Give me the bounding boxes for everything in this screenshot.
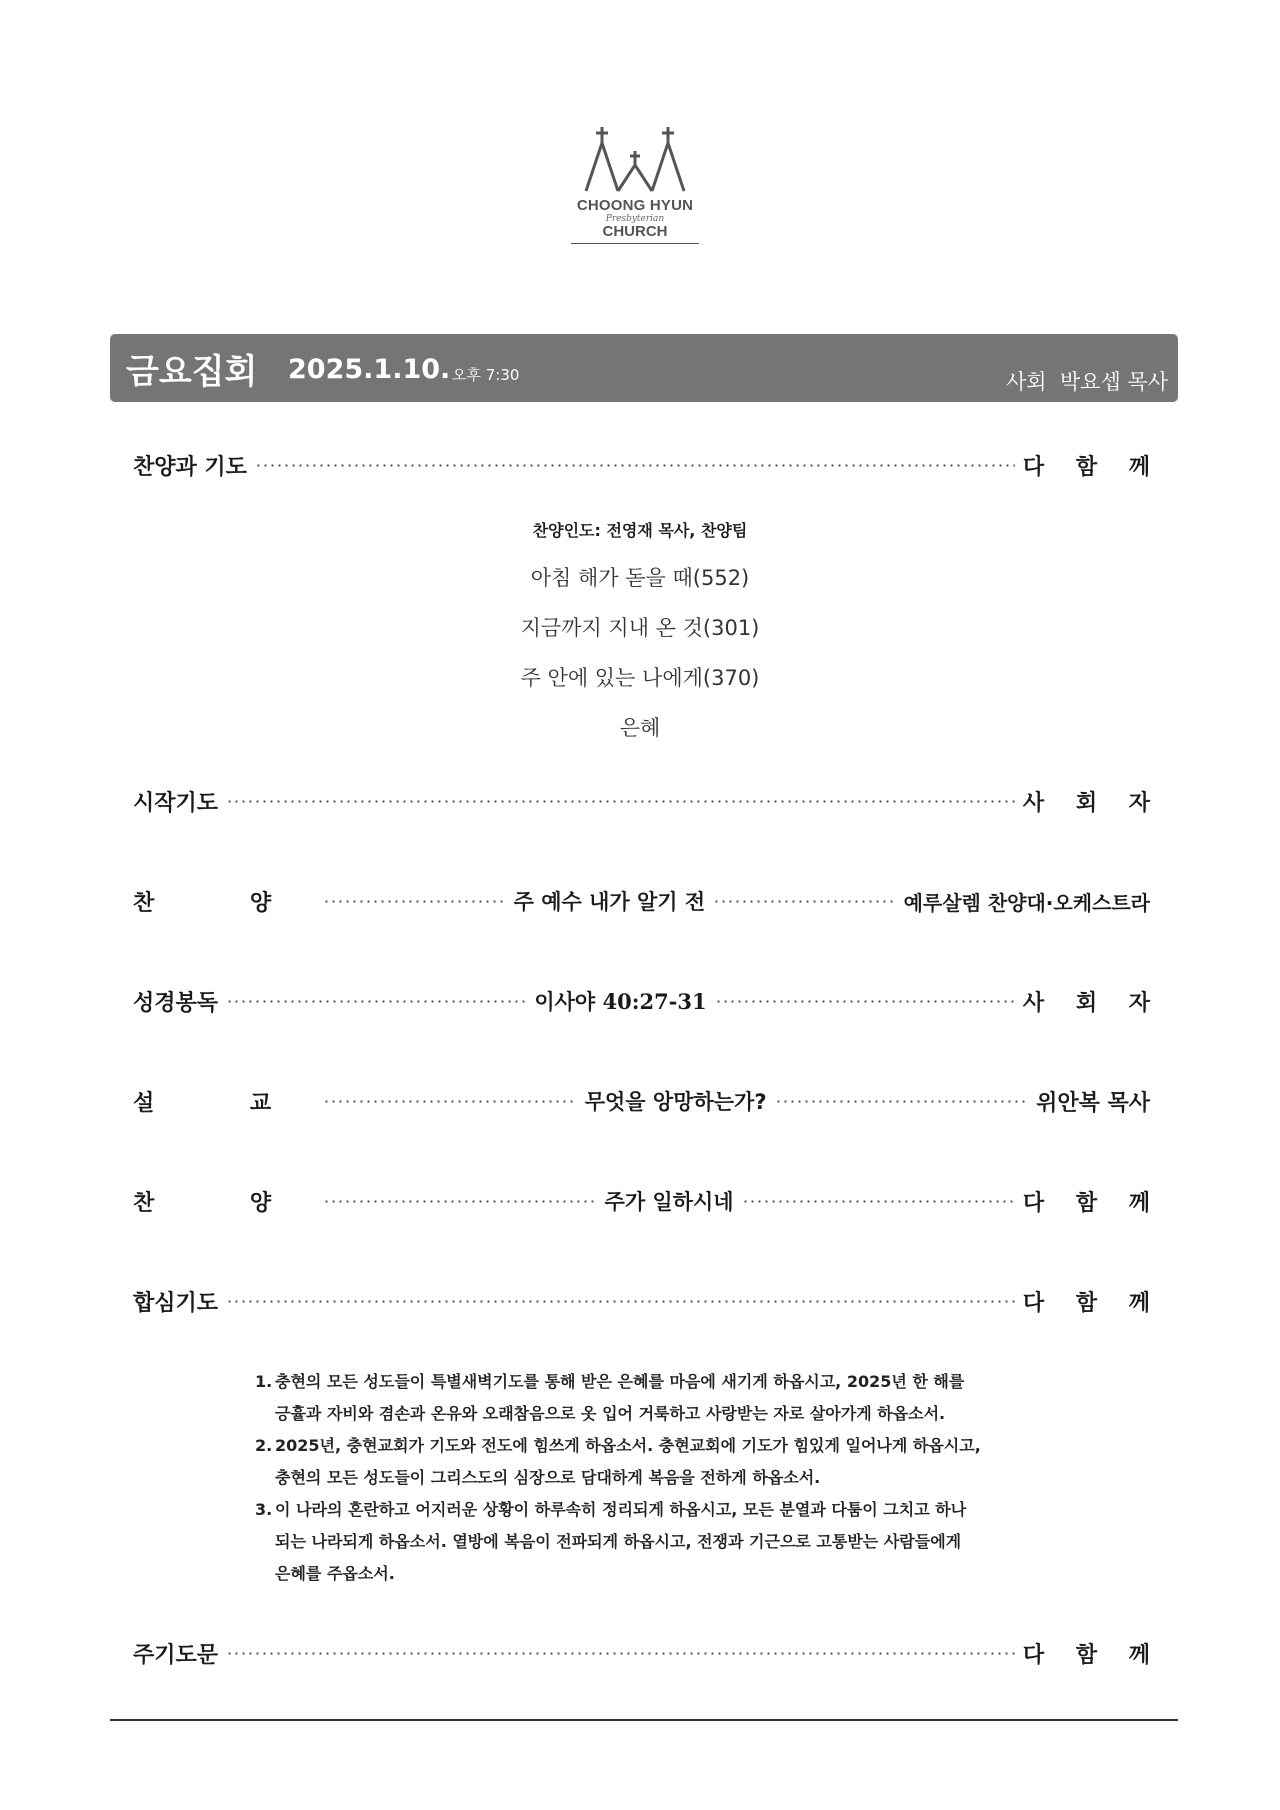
church-steeples-icon <box>580 125 690 193</box>
order-label: 찬 양 <box>133 889 316 916</box>
leader-dots <box>226 800 1015 803</box>
order-item-scripture <box>133 984 1162 1018</box>
logo-text-choong-hyun: CHOONG HYUN <box>576 197 694 214</box>
order-leader: 다 함 께 <box>1022 453 1162 480</box>
order-leader: 예루살렘 찬양대·오케스트라 <box>903 890 1150 915</box>
worship-leader: 찬양인도: 전영재 목사, 찬양팀 <box>532 521 748 540</box>
order-item-hymn <box>133 1184 1162 1218</box>
order-item-united-prayer <box>133 1284 1162 1318</box>
prayer-number: 3. <box>255 1500 273 1519</box>
leader-dots <box>742 1200 1015 1203</box>
order-leader: 다 함 께 <box>1022 1289 1162 1316</box>
prayer-line: 충현의 모든 성도들이 특별새벽기도를 통해 받은 은혜를 마음에 새기게 하옵시고, 2025년 한 해를 <box>275 1372 965 1391</box>
order-leader: 다 함 께 <box>1022 1641 1162 1668</box>
prayer-topic <box>255 1494 1055 1590</box>
prayer-topics-list <box>255 1366 1055 1590</box>
prayer-topic <box>255 1366 1055 1430</box>
prayer-number: 1. <box>255 1372 273 1391</box>
order-item-opening-prayer <box>133 784 1162 818</box>
prayer-line: 되는 나라되게 하옵소서. 열방에 복음이 전파되게 하옵시고, 전쟁과 기근으로 고통받는 사람들에게 <box>275 1532 962 1551</box>
order-item-lords-prayer <box>133 1636 1162 1670</box>
prayer-line: 이 나라의 혼란하고 어지러운 상황이 하루속히 정리되게 하옵시고, 모든 분열과 다툼이 그치고 하나 <box>275 1500 967 1519</box>
song-item: 아침 해가 돋을 때(552) <box>530 566 750 590</box>
prayer-line: 은혜를 주옵소서. <box>275 1564 395 1583</box>
leader-dots <box>226 1000 526 1003</box>
footer-divider <box>110 1719 1178 1721</box>
order-leader: 사 회 자 <box>1022 789 1162 816</box>
order-label: 찬양과 기도 <box>133 453 247 480</box>
service-header-bar <box>110 334 1178 402</box>
song-item: 은혜 <box>619 716 661 740</box>
prayer-line: 충현의 모든 성도들이 그리스도의 심장으로 담대하게 복음을 전하게 하옵소서. <box>275 1468 821 1487</box>
order-leader: 위안복 목사 <box>1036 1089 1150 1116</box>
service-title: 금요집회 <box>126 352 258 392</box>
order-label: 시작기도 <box>133 789 219 816</box>
service-time: 오후 7:30 <box>452 366 520 384</box>
prayer-topic <box>255 1430 1055 1494</box>
leader-dots <box>713 900 895 903</box>
service-host: 사회 박요셉 목사 <box>1005 370 1168 394</box>
leader-dots <box>775 1100 1029 1103</box>
order-title: 무엇을 앙망하는가? <box>584 1090 767 1114</box>
leader-dots <box>226 1652 1015 1655</box>
order-title: 이사야 40:27-31 <box>534 989 707 1014</box>
song-item: 주 안에 있는 나에게(370) <box>520 666 760 690</box>
order-leader: 다 함 께 <box>1022 1189 1162 1216</box>
prayer-number: 2. <box>255 1436 273 1455</box>
order-label: 주기도문 <box>133 1641 219 1668</box>
leader-dots <box>715 1000 1015 1003</box>
service-date: 2025.1.10. <box>288 354 451 385</box>
song-item: 지금까지 지내 온 것(301) <box>520 616 760 640</box>
order-label: 설 교 <box>133 1089 316 1116</box>
order-title: 주 예수 내가 알기 전 <box>513 890 706 914</box>
order-label: 합심기도 <box>133 1289 219 1316</box>
logo-underline <box>571 243 699 244</box>
leader-dots <box>226 1300 1015 1303</box>
logo-text-presbyterian: Presbyterian <box>605 214 665 224</box>
order-leader: 사 회 자 <box>1022 989 1162 1016</box>
leader-dots <box>323 1200 596 1203</box>
prayer-line: 긍휼과 자비와 겸손과 온유와 오래참음으로 옷 입어 거룩하고 사랑받는 자로 살아가게 하옵소서. <box>275 1404 946 1423</box>
church-logo <box>560 125 710 260</box>
prayer-line: 2025년, 충현교회가 기도와 전도에 힘쓰게 하옵소서. 충현교회에 기도가 힘있게 일어나게 하옵시고, <box>275 1436 981 1455</box>
order-item-sermon <box>133 1084 1150 1118</box>
logo-text-church: CHURCH <box>602 223 668 240</box>
order-item-praise-prayer <box>133 448 1162 482</box>
order-item-anthem <box>133 884 1150 918</box>
order-label: 성경봉독 <box>133 989 219 1016</box>
leader-dots <box>323 900 505 903</box>
leader-dots <box>323 1100 577 1103</box>
order-title: 주가 일하시네 <box>604 1190 734 1214</box>
leader-dots <box>255 464 1015 467</box>
order-label: 찬 양 <box>133 1189 316 1216</box>
